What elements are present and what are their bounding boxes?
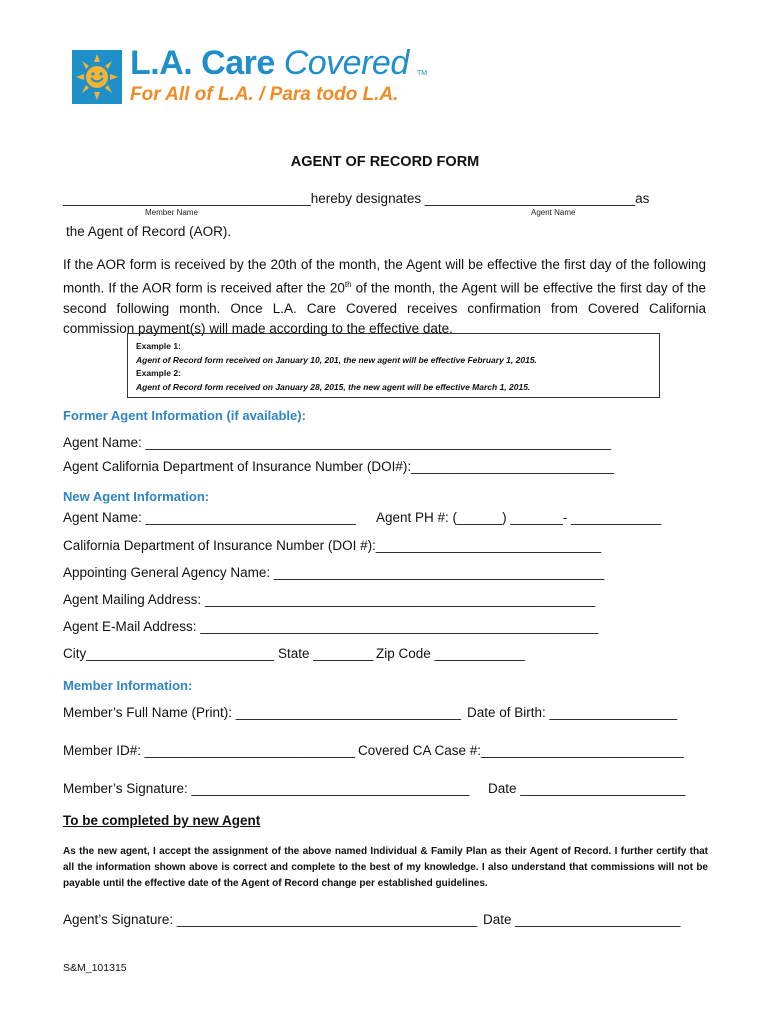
- designation-line[interactable]: _________________________________hereby designates ____________________________as: [63, 191, 650, 206]
- new-agent-doi-field[interactable]: California Department of Insurance Number (DOI #):______________________________: [63, 538, 602, 553]
- member-name-caption: Member Name: [145, 208, 198, 217]
- agent-signature-date-field[interactable]: Date ______________________: [483, 912, 681, 927]
- agent-name-caption: Agent Name: [531, 208, 576, 217]
- aor-line: the Agent of Record (AOR).: [66, 224, 232, 239]
- former-agent-doi-field[interactable]: Agent California Department of Insurance Number (DOI#):___________________________: [63, 459, 614, 474]
- date-of-birth-field[interactable]: Date of Birth: _________________: [467, 705, 678, 720]
- form-title: AGENT OF RECORD FORM: [290, 154, 480, 170]
- logo-wordmark: [130, 44, 409, 83]
- general-agency-field[interactable]: Appointing General Agency Name: ____________________________________________: [63, 565, 605, 580]
- member-id-field[interactable]: Member ID#: ____________________________: [63, 743, 355, 758]
- logo-title-covered: Covered: [283, 44, 409, 82]
- member-info-heading: Member Information:: [63, 678, 193, 693]
- email-address-field[interactable]: Agent E-Mail Address: _____________________________________________________: [63, 619, 599, 634]
- former-agent-heading: Former Agent Information (if available):: [63, 408, 306, 423]
- city-field[interactable]: City_________________________: [63, 646, 274, 661]
- member-full-name-field[interactable]: Member’s Full Name (Print): ______________________________: [63, 705, 462, 720]
- member-signature-field[interactable]: Member’s Signature: _____________________________________: [63, 781, 470, 796]
- example-1-label: Example 1:: [136, 341, 181, 351]
- state-field[interactable]: State ________: [278, 646, 374, 661]
- example-2-label: Example 2:: [136, 368, 181, 378]
- member-signature-date-field[interactable]: Date ______________________: [488, 781, 686, 796]
- new-agent-name-field[interactable]: Agent Name: ____________________________: [63, 510, 356, 525]
- zip-code-field[interactable]: Zip Code ____________: [376, 646, 525, 661]
- former-agent-name-field[interactable]: Agent Name: ______________________________________________________________: [63, 435, 612, 450]
- paragraph-part-2: of the month, the Agent will be effective the first day of the second following month. Once L.A. Care Covered receives confirmation from Covered California commission payment(s) will made according to the effective date.: [63, 280, 706, 337]
- mailing-address-field[interactable]: Agent Mailing Address: ____________________________________________________: [63, 592, 596, 607]
- la-care-logo-icon: [70, 48, 124, 106]
- new-agent-completion-heading: To be completed by new Agent: [63, 813, 261, 828]
- examples-box: [127, 333, 660, 398]
- form-code-footer: S&M_101315: [63, 962, 127, 974]
- agent-certification-text: As the new agent, I accept the assignment of the above named Individual & Family Plan as their Agent of Record. I further certify that all the information shown above is correct and complete to the best of my knowledge. I also understand that commissions will not be payable until the effective date of the Agent of Record change per established guidelines.: [63, 846, 708, 889]
- covered-ca-case-field[interactable]: Covered CA Case #:___________________________: [358, 743, 684, 758]
- paragraph-part-1: If the AOR form is received by the 20th of the month, the Agent will be effective the first day of the following month. If the AOR form is received after the 20: [63, 257, 706, 296]
- paragraph-superscript: th: [344, 280, 352, 290]
- new-agent-phone-field[interactable]: Agent PH #: (______) _______- ____________: [376, 510, 662, 525]
- trademark-mark: TM: [417, 70, 428, 77]
- agent-signature-field[interactable]: Agent’s Signature: ________________________________________: [63, 912, 478, 927]
- example-1-text: Agent of Record form received on January 10, 201, the new agent will be effective February 1, 2015.: [136, 354, 537, 365]
- effective-date-paragraph: [63, 255, 706, 340]
- logo-tagline: For All of L.A. / Para todo L.A.: [130, 84, 399, 105]
- logo-title-main: L.A. Care: [130, 44, 275, 82]
- example-2-text: Agent of Record form received on January 28, 2015, the new agent will be effective March 1, 2015.: [136, 381, 531, 392]
- new-agent-heading: New Agent Information:: [63, 489, 210, 504]
